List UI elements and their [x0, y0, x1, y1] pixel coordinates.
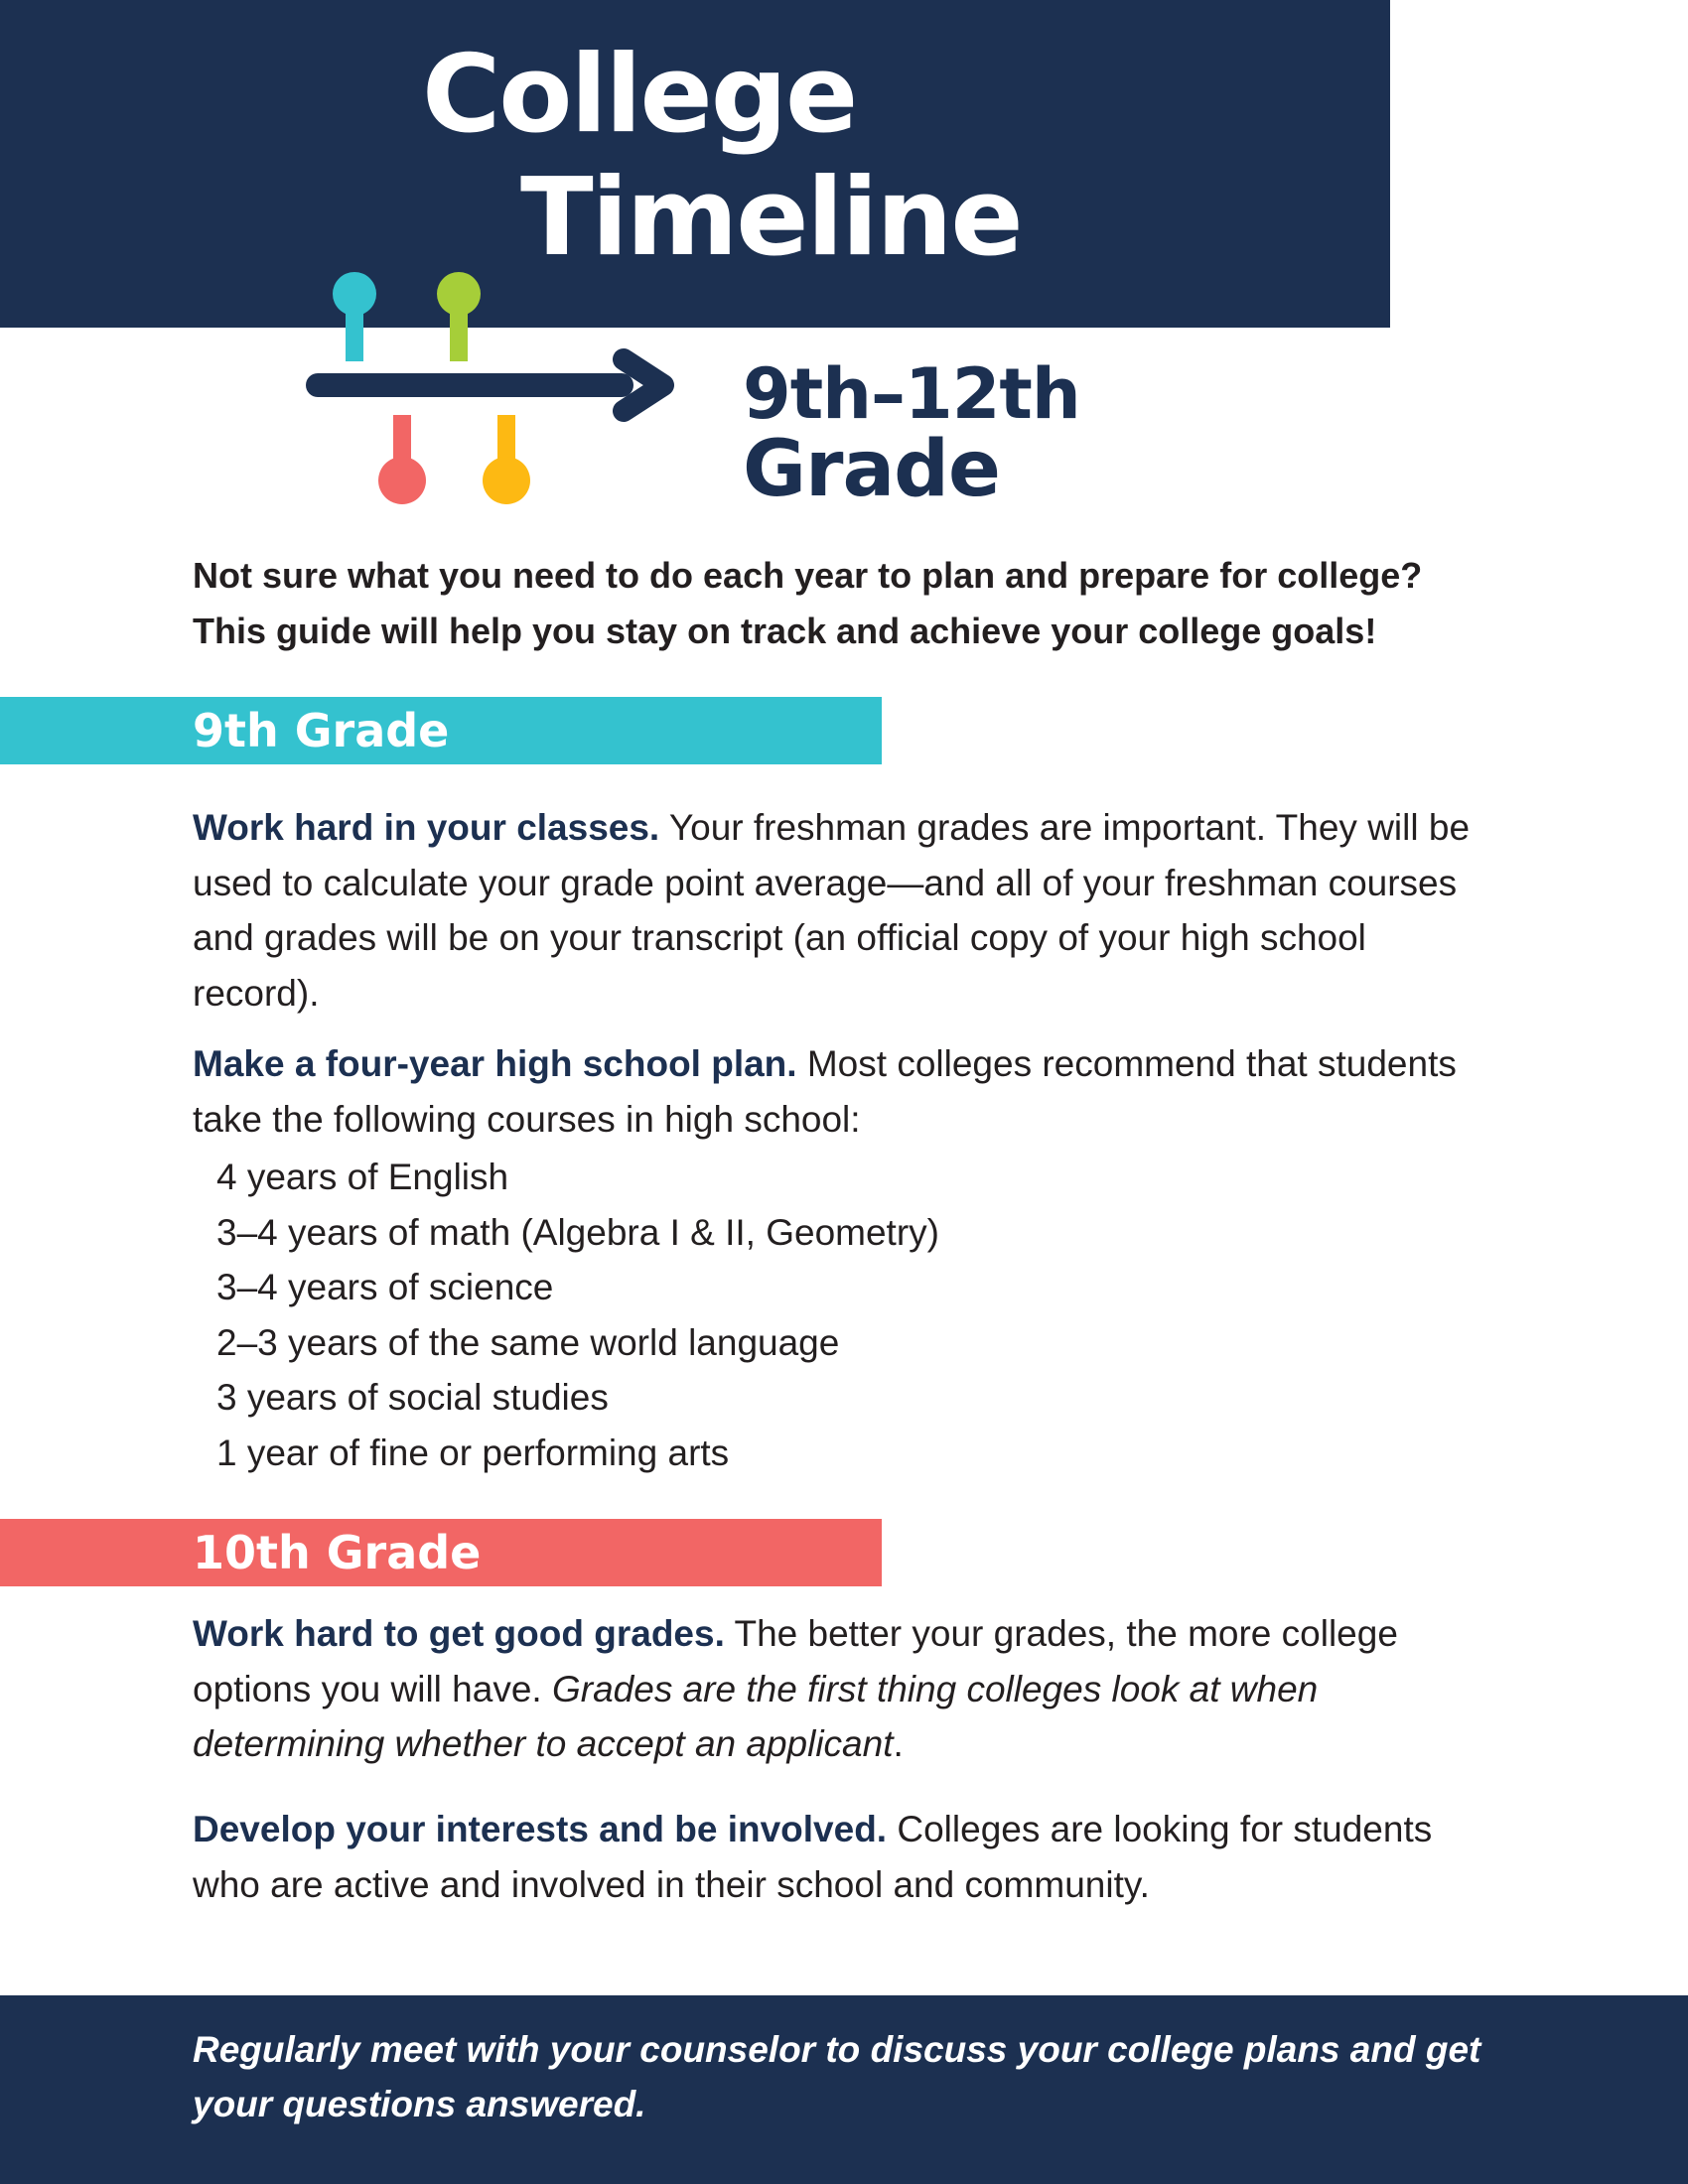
list-item: 3 years of social studies — [216, 1377, 609, 1418]
list-item: 3–4 years of science — [216, 1267, 554, 1307]
paragraph-body: Colleges are looking for students who are active and involved in their school and community. — [193, 1809, 1433, 1905]
course-list — [216, 1150, 939, 1480]
grade-label: Grade — [743, 425, 1000, 514]
list-item: 1 year of fine or performing arts — [216, 1432, 730, 1473]
paragraph-work-hard-classes — [193, 800, 1493, 1021]
footer-tip: Regularly meet with your counselor to discuss your college plans and get your questions answered. — [193, 2029, 1481, 2124]
yellow-pin-icon — [483, 457, 530, 504]
teal-pin-stem — [346, 308, 363, 361]
coral-pin-icon — [378, 457, 426, 504]
paragraph-body: The better your grades, the more college options you will have. — [193, 1613, 1398, 1709]
grade-range: 9th–12th — [743, 353, 1080, 435]
paragraph-interests-involved — [193, 1802, 1493, 1912]
paragraph-body: Most colleges recommend that students take the following courses in high school: — [193, 1043, 1457, 1140]
list-item: 4 years of English — [216, 1157, 509, 1197]
page-title-line-1: College — [422, 33, 857, 157]
paragraph-body: Your freshman grades are important. They will be used to calculate your grade point average—and all of your freshman courses and grades will be on your transcript (an official copy of your high school record). — [193, 807, 1471, 1014]
paragraph-good-grades — [193, 1606, 1493, 1772]
paragraph-tail: . — [893, 1723, 904, 1764]
arrow-shaft — [306, 373, 633, 397]
section-heading-9th-grade: 9th Grade — [0, 697, 882, 764]
paragraph-four-year-plan — [193, 1036, 1493, 1147]
intro-line-1: Not sure what you need to do each year to plan and prepare for college? — [193, 555, 1423, 596]
timeline-arrow-icon — [298, 268, 695, 516]
green-pin-stem — [450, 308, 468, 361]
paragraph-lead: Develop your interests and be involved. — [193, 1809, 888, 1849]
intro-text — [193, 548, 1523, 659]
paragraph-emphasis: Grades are the first thing colleges look at when determining whether to accept an applicant — [193, 1668, 1319, 1764]
list-item: 2–3 years of the same world language — [216, 1321, 840, 1363]
grade-range-subtitle — [743, 353, 1080, 514]
paragraph-lead: Make a four-year high school plan. — [193, 1043, 797, 1084]
list-item: 3–4 years of math (Algebra I & II, Geometry) — [216, 1211, 939, 1253]
page-title-line-2: Timeline — [520, 156, 1022, 280]
paragraph-lead: Work hard to get good grades. — [193, 1613, 725, 1654]
section-heading-10th-grade: 10th Grade — [0, 1519, 882, 1586]
intro-line-2: This guide will help you stay on track and achieve your college goals! — [193, 611, 1377, 651]
paragraph-lead: Work hard in your classes. — [193, 807, 660, 848]
